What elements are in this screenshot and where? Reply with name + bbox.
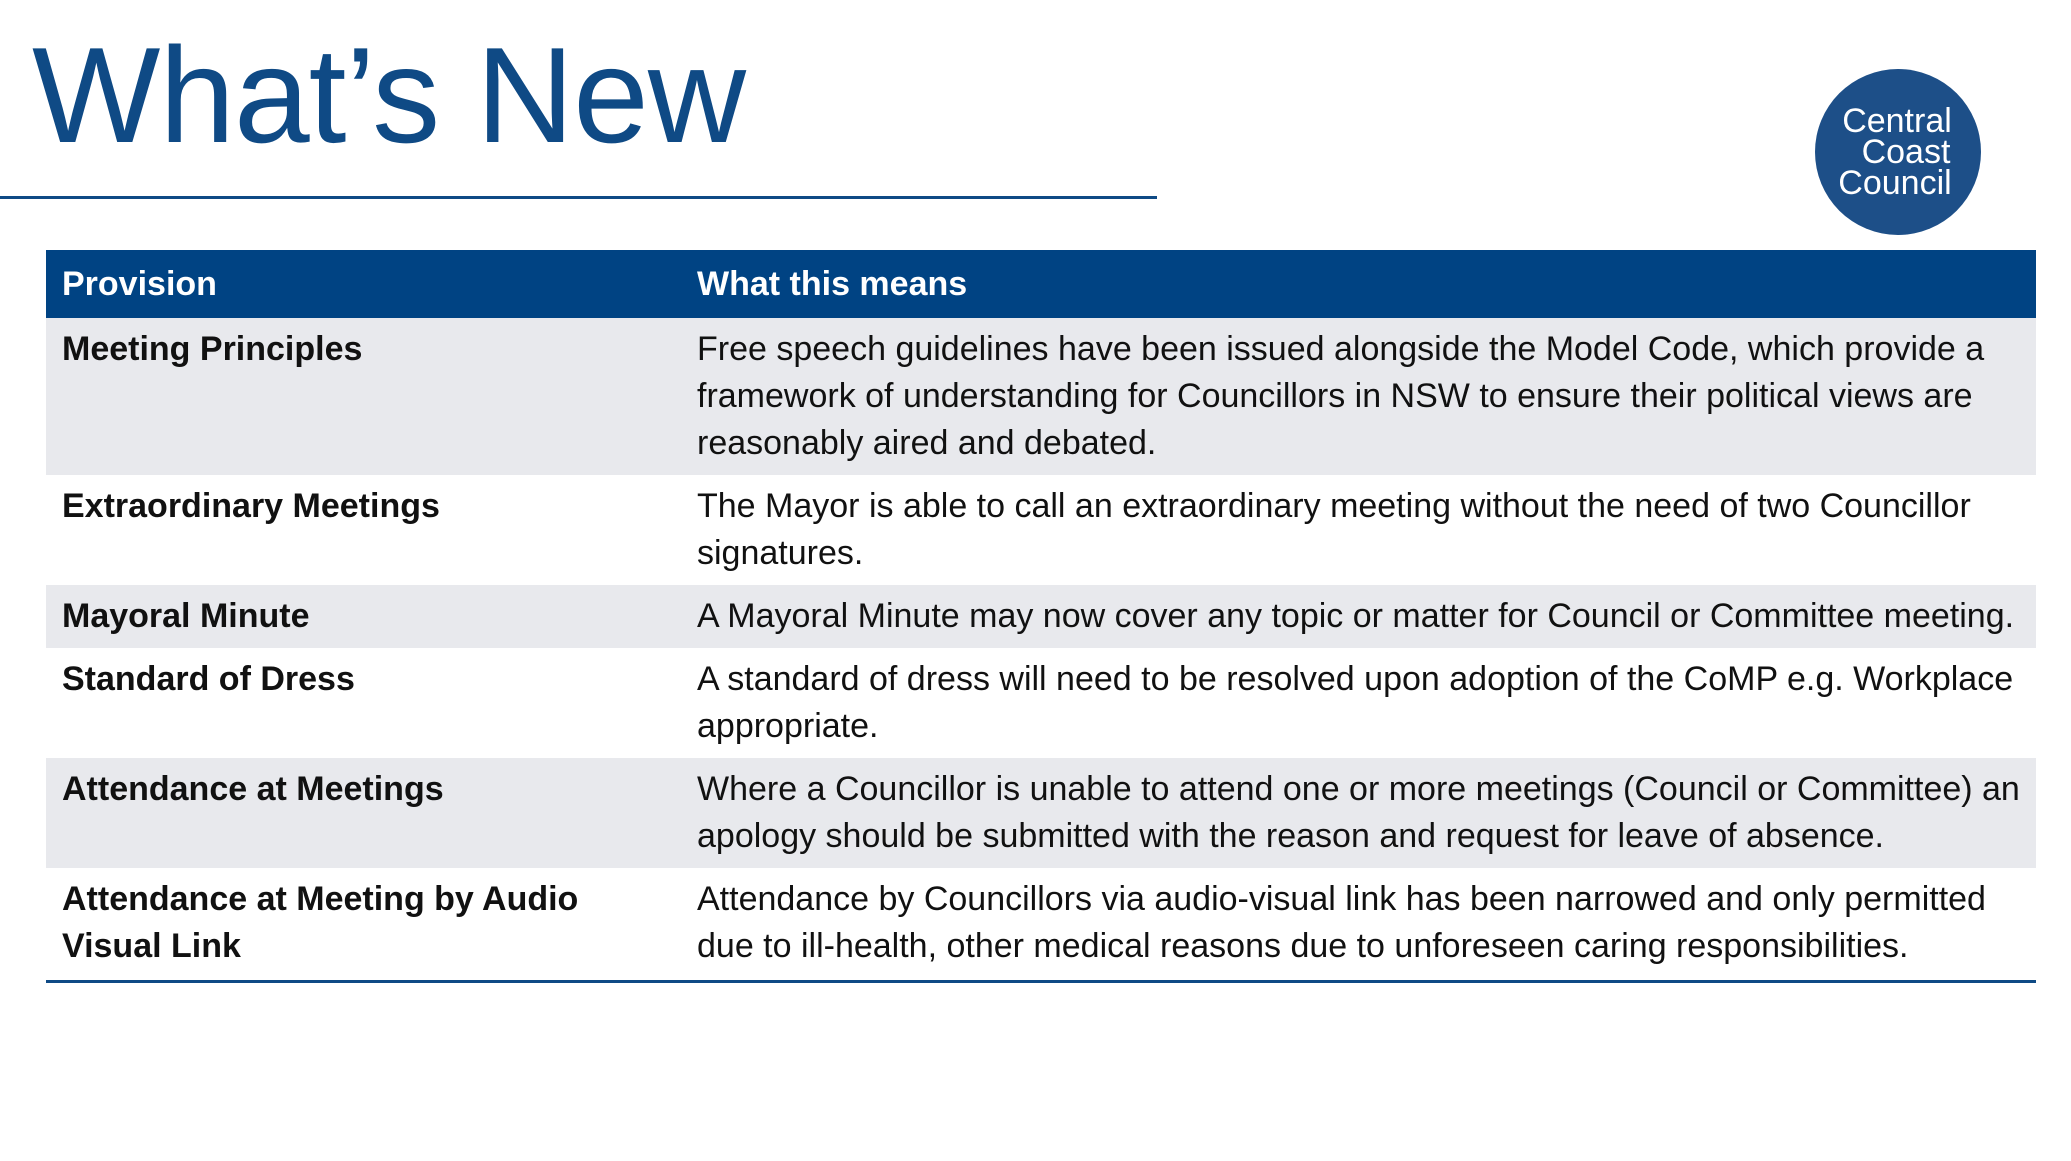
- table-row: [46, 648, 2036, 758]
- title-underline: [0, 196, 1157, 199]
- meaning-cell: Attendance by Councillors via audio-visual link has been narrowed and only permitted due to ill-health, other medical reasons due to unforeseen caring responsibilities.: [681, 868, 2036, 982]
- meaning-cell: The Mayor is able to call an extraordinary meeting without the need of two Councillor signatures.: [681, 475, 2036, 585]
- provision-cell: Attendance at Meeting by Audio Visual Link: [46, 868, 681, 982]
- meaning-cell: Where a Councillor is unable to attend one or more meetings (Council or Committee) an apology should be submitted with the reason and request for leave of absence.: [681, 758, 2036, 868]
- table-header-row: [46, 250, 2036, 318]
- provision-cell: Extraordinary Meetings: [46, 475, 681, 585]
- provisions-table: [46, 250, 2036, 983]
- table-row: [46, 318, 2036, 475]
- header-what-this-means: What this means: [681, 250, 2036, 318]
- logo-line-1: Central: [1842, 101, 1952, 140]
- table-row: [46, 585, 2036, 648]
- provision-cell: Standard of Dress: [46, 648, 681, 758]
- meaning-cell: A Mayoral Minute may now cover any topic or matter for Council or Committee meeting.: [681, 585, 2036, 648]
- provision-cell: Attendance at Meetings: [46, 758, 681, 868]
- table-row: [46, 475, 2036, 585]
- logo-line-3: Council: [1838, 163, 1952, 202]
- logo-line-2: Coast: [1861, 132, 1951, 171]
- provision-cell: Mayoral Minute: [46, 585, 681, 648]
- meaning-cell: Free speech guidelines have been issued alongside the Model Code, which provide a framework of understanding for Councillors in NSW to ensure their political views are reasonably aired and debated.: [681, 318, 2036, 475]
- council-logo: [1815, 69, 1981, 235]
- meaning-cell: A standard of dress will need to be resolved upon adoption of the CoMP e.g. Workplace appropriate.: [681, 648, 2036, 758]
- provision-cell: Meeting Principles: [46, 318, 681, 475]
- header-provision: Provision: [46, 250, 681, 318]
- table-row: [46, 868, 2036, 982]
- page-title: What’s New: [32, 19, 746, 171]
- table-row: [46, 758, 2036, 868]
